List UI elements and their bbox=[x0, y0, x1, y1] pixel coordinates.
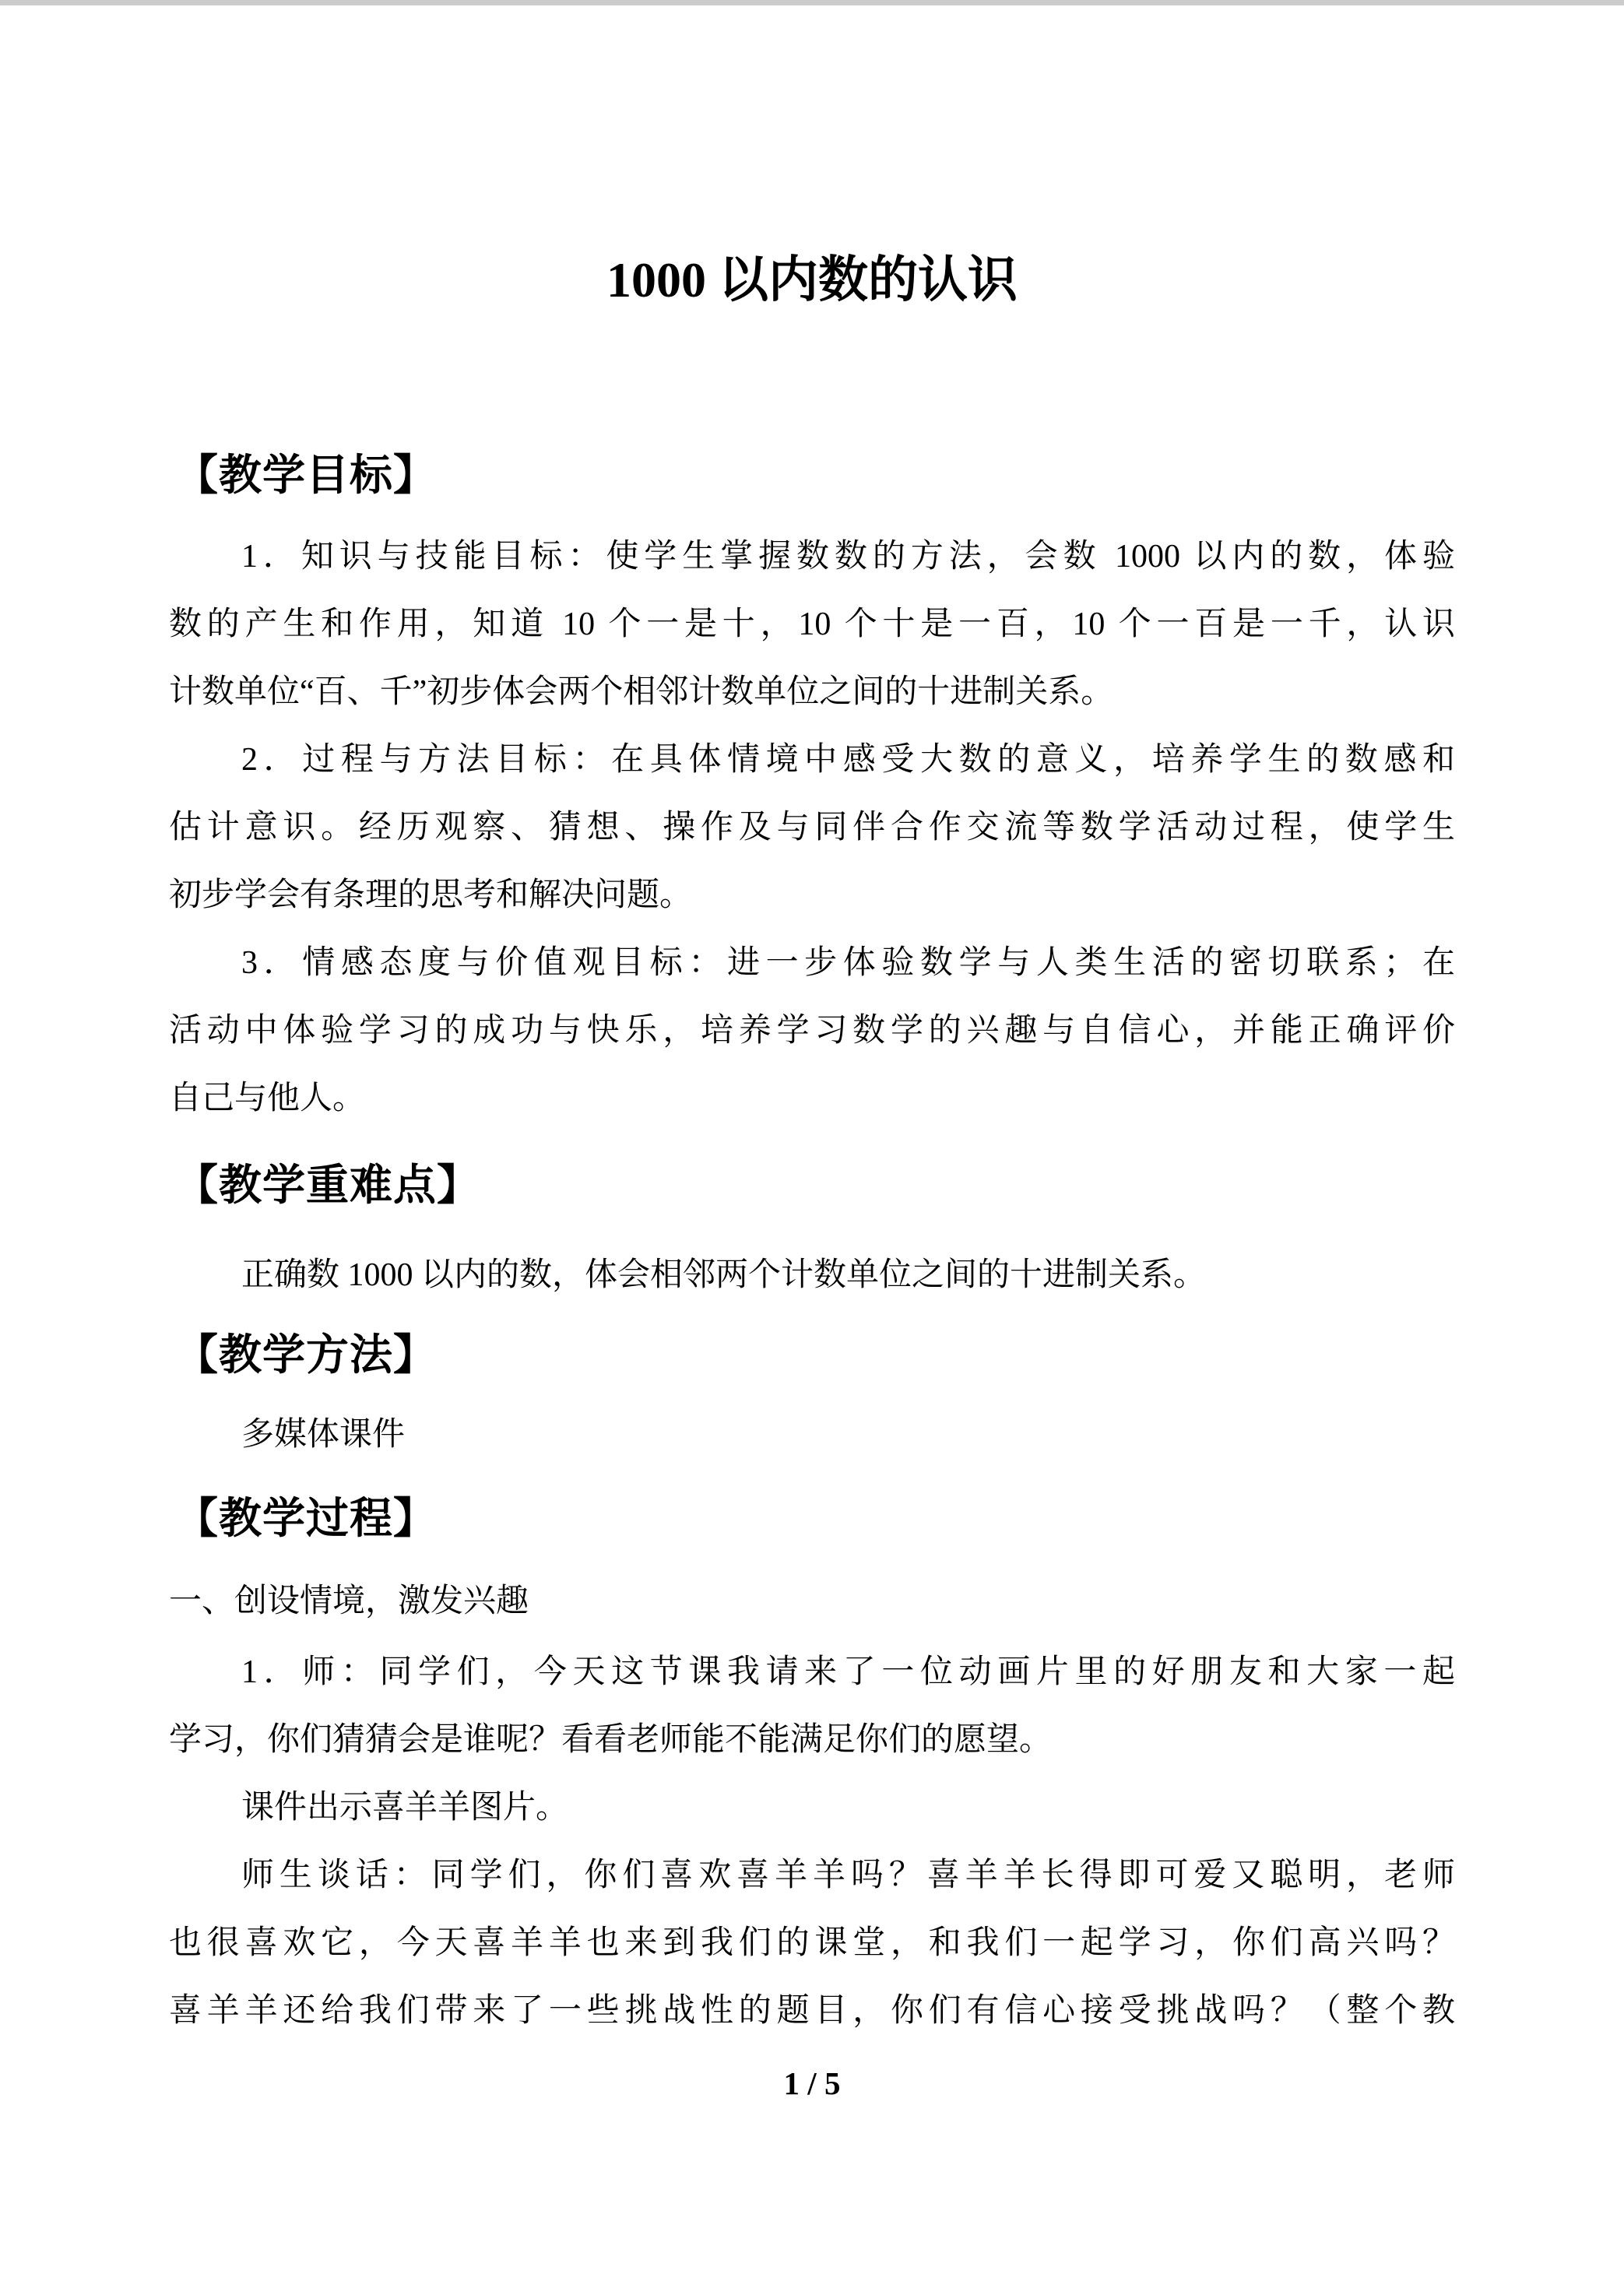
key-points-line-1: 正确数 1000 以内的数，体会相邻两个计数单位之间的十进制关系。 bbox=[241, 1257, 1207, 1293]
objectives-line-4: 2．过程与方法目标：在具体情境中感受大数的意义，培养学生的数感和 bbox=[241, 742, 1455, 778]
objectives-line-7: 3．情感态度与价值观目标：进一步体验数学与人类生活的密切联系；在 bbox=[241, 945, 1455, 981]
document-title: 1000 以内数的认识 bbox=[606, 252, 1018, 308]
objectives-line-8: 活动中体验学习的成功与快乐，培养学习数学的兴趣与自信心，并能正确评价 bbox=[169, 1013, 1455, 1049]
process-line-2: 1．师：同学们，今天这节课我请来了一位动画片里的好朋友和大家一起 bbox=[241, 1654, 1455, 1690]
objectives-line-3: 计数单位“百、千”初步体会两个相邻计数单位之间的十进制关系。 bbox=[169, 674, 1114, 710]
process-line-7: 喜羊羊还给我们带来了一些挑战性的题目，你们有信心接受挑战吗？（整个教 bbox=[169, 1993, 1455, 2029]
objectives-line-5: 估计意识。经历观察、猜想、操作及与同伴合作交流等数学活动过程，使学生 bbox=[169, 810, 1455, 845]
process-line-6: 也很喜欢它，今天喜羊羊也来到我们的课堂，和我们一起学习，你们高兴吗？ bbox=[169, 1925, 1455, 1961]
page-top-edge bbox=[0, 0, 1624, 5]
objectives-line-6: 初步学会有条理的思考和解决问题。 bbox=[169, 877, 693, 913]
process-line-5: 师生谈话：同学们，你们喜欢喜羊羊吗？喜羊羊长得即可爱又聪明，老师 bbox=[241, 1857, 1455, 1893]
process-line-1: 一、创设情境，激发兴趣 bbox=[169, 1583, 529, 1619]
heading-teaching-process: 【教学过程】 bbox=[175, 1495, 438, 1542]
page-number: 1 / 5 bbox=[783, 2065, 841, 2101]
process-line-3: 学习，你们猜猜会是谁呢？看看老师能不能满足你们的愿望。 bbox=[169, 1722, 1053, 1758]
objectives-line-2: 数的产生和作用，知道 10 个一是十，10 个十是一百，10 个一百是一千，认识 bbox=[169, 606, 1455, 642]
heading-teaching-methods: 【教学方法】 bbox=[175, 1331, 438, 1379]
heading-key-points: 【教学重难点】 bbox=[175, 1162, 481, 1209]
process-line-4: 课件出示喜羊羊图片。 bbox=[241, 1790, 569, 1826]
heading-teaching-objectives: 【教学目标】 bbox=[175, 452, 438, 499]
objectives-line-9: 自己与他人。 bbox=[169, 1081, 366, 1116]
objectives-line-1: 1．知识与技能目标：使学生掌握数数的方法，会数 1000 以内的数，体验 bbox=[241, 539, 1455, 575]
methods-line-1: 多媒体课件 bbox=[241, 1417, 406, 1453]
